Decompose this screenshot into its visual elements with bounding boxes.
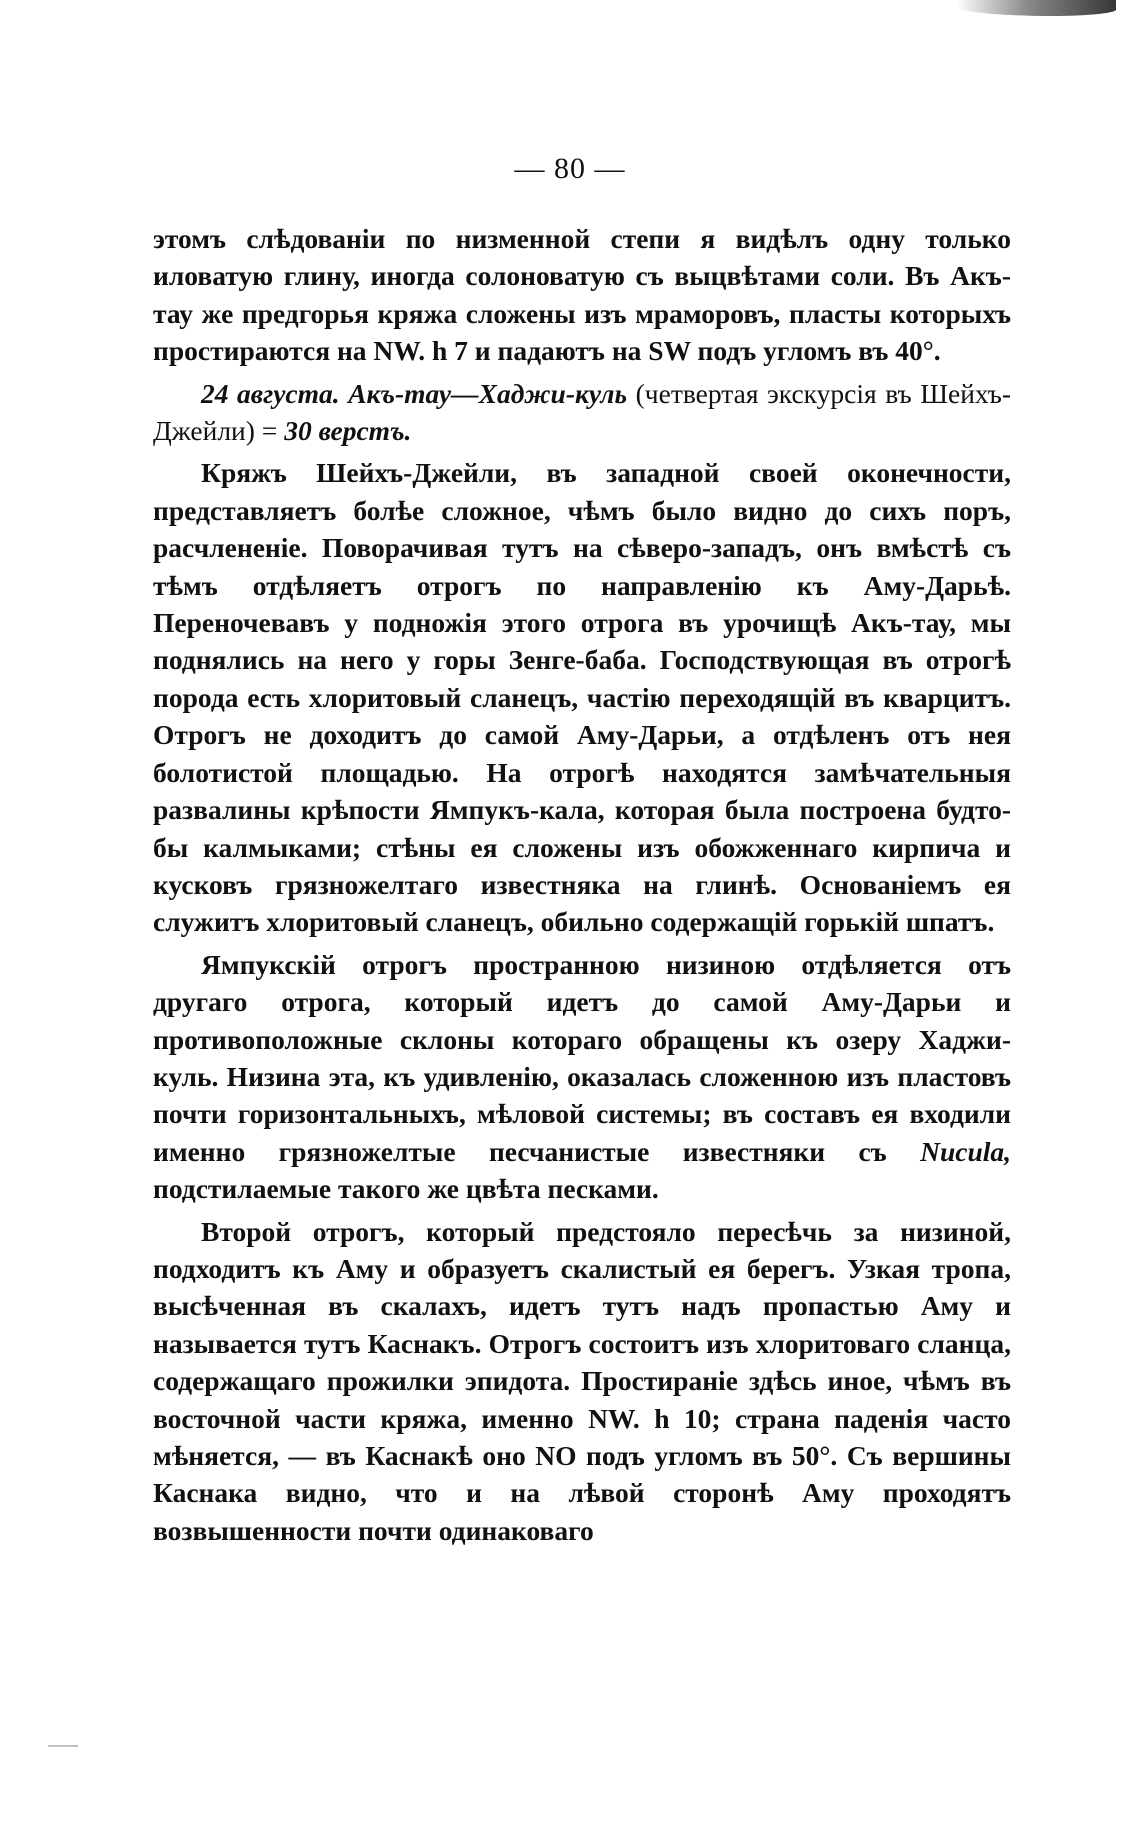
paragraph-5: Второй отрогъ, который предстояло пересѣчь за низиной, подходитъ къ Аму и образуетъ скалистый ея берегъ. Узкая тропа, высѣченная въ скалахъ, идетъ тутъ надъ пропастью Аму и называется тутъ Каснакъ. Отрогъ состоитъ изъ хлоритоваго сланца, содержащаго прожилки эпидота. Простираніе здѣсь иное, чѣмъ въ восточной части кряжа, именно NW. h 10; страна паденія часто мѣняется, — въ Каснакѣ оно NO подъ угломъ въ 50°. Съ вершины Каснака видно, что и на лѣвой сторонѣ Аму проходятъ возвышенности почти одинаковаго bbox=[153, 1215, 1011, 1546]
paragraph-2-itinerary bbox=[153, 375, 1011, 450]
paragraph-4-text: Ямпукскій отрогъ пространною низиною отдѣляется отъ другаго отрога, который идетъ до самой Аму-Дарьи и противоположные склоны котораго обращены къ озеру Хаджи-куль. Низина эта, къ удивленію, оказалась сложенною изъ пластовъ почти горизонтальныхъ, мѣловой системы; въ составъ ея входили именно грязножелтые песчанистые известняки съ bbox=[153, 948, 1011, 1167]
body-text bbox=[153, 220, 1011, 1554]
paragraph-4-tail: подстилаемые такого же цвѣта песками. bbox=[153, 1173, 659, 1205]
paragraph-4 bbox=[153, 946, 1011, 1208]
page-number: — 80 — bbox=[514, 152, 626, 185]
paragraph-1: этомъ слѣдованіи по низменной степи я видѣлъ одну только иловатую глину, иногда солоноватую съ выцвѣтами соли. Въ Акъ-тау же предгорья кряжа сложены изъ мраморовъ, пласты которыхъ простираются на NW. h 7 и падаютъ на SW подъ угломъ въ 40°. bbox=[153, 223, 1011, 367]
itinerary-route: Акъ-тау—Хаджи-куль bbox=[348, 377, 628, 409]
itinerary-distance: 30 верстъ. bbox=[284, 415, 412, 447]
itinerary-date: 24 августа. bbox=[201, 377, 340, 409]
scan-edge-mark bbox=[956, 0, 1116, 16]
itinerary-note: (четвертая экскурсія въ Шейхъ-Джейли) = bbox=[153, 377, 1011, 447]
paragraph-3: Кряжъ Шейхъ-Джейли, въ западной своей оконечности, представляетъ болѣе сложное, чѣмъ было видно до сихъ поръ, расчлененіе. Поворачивая тутъ на сѣверо-западъ, онъ вмѣстѣ съ тѣмъ отдѣляетъ отрогъ по направленію къ Аму-Дарьѣ. Переночевавъ у подножія этого отрога въ урочищѣ Акъ-тау, мы поднялись на него у горы Зенге-баба. Господствующая въ отрогѣ порода есть хлоритовый сланецъ, частію переходящій въ кварцитъ. Отрогъ не доходитъ до самой Аму-Дарьи, а отдѣленъ отъ нея болотистой площадью. На отрогѣ находятся замѣчательныя развалины крѣпости Ямпукъ-кала, которая была построена будто-бы калмыками; стѣны ея сложены изъ обожженнаго кирпича и кусковъ грязножелтаго известняка на глинѣ. Основаніемъ ея служитъ хлоритовый сланецъ, обильно содержащій горькій шпатъ. bbox=[153, 457, 1011, 938]
scan-smudge bbox=[48, 1745, 78, 1747]
genus-name: Nucula, bbox=[920, 1135, 1011, 1167]
